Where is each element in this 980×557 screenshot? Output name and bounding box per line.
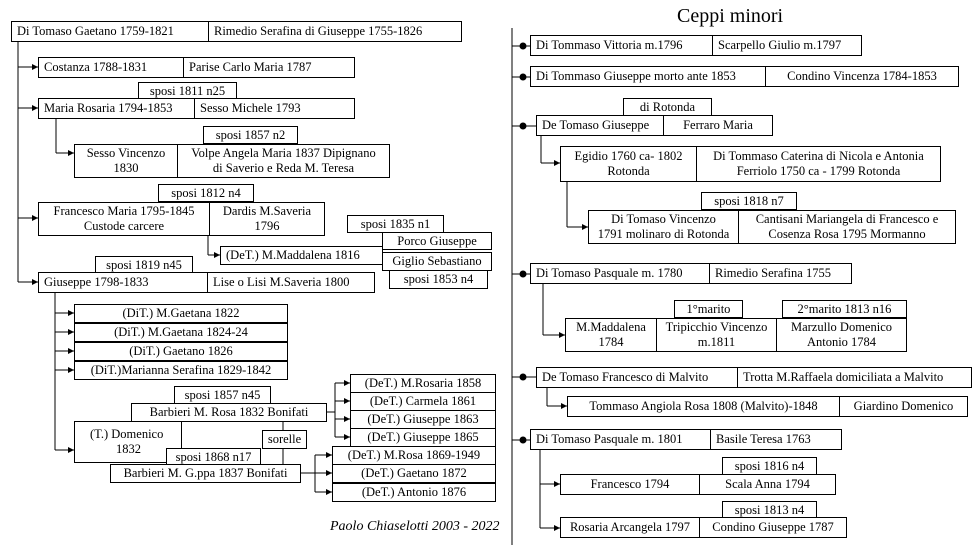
spouse-francesco-maria-year: 1796: [254, 219, 280, 233]
marriage-label-francesco-1794: sposi 1816 n4: [722, 457, 817, 475]
child-domenico-a-3: (DeT.) Giuseppe 1863: [350, 410, 496, 429]
spouse-domenico-2: Barbieri M. G.ppa 1837 Bonifati: [110, 464, 301, 483]
husband-1: [656, 318, 777, 352]
child-domenico-b-3: (DeT.) Antonio 1876: [332, 483, 496, 502]
child-domenico-a-4: (DeT.) Giuseppe 1865: [350, 428, 496, 447]
spouse-giuseppe: Lise o Lisi M.Saveria 1800: [207, 272, 375, 293]
spouse-vincenzo-line2: Cosenza Rosa 1795 Mormanno: [768, 227, 926, 241]
spouse-egidio-line2: Ferriolo 1750 ca - 1799 Rotonda: [736, 164, 901, 178]
husband-1-year: m.1811: [697, 335, 736, 349]
person-vincenzo: [588, 210, 739, 244]
spouse-sesso-vincenzo-line2: di Saverio e Reda M. Teresa: [212, 161, 355, 175]
spouse-pasquale-1780: Rimedio Serafina 1755: [709, 263, 852, 284]
person-maddalena-r-name: M.Maddalena: [576, 320, 646, 334]
child-domenico-b-2: (DeT.) Gaetano 1872: [332, 464, 496, 483]
spouse-costanza: Parise Carlo Maria 1787: [183, 57, 355, 78]
child-giuseppe-3: (DiT.) Gaetano 1826: [74, 342, 288, 361]
marriage-label-vincenzo: sposi 1818 n7: [701, 192, 797, 210]
spouse-maddalena-1: Porco Giuseppe: [382, 232, 492, 250]
person-francesco-1794: Francesco 1794: [560, 474, 700, 495]
spouse-vincenzo-line1: Cantisani Mariangela di Francesco e: [755, 212, 939, 226]
child-domenico-a-1: (DeT.) M.Rosaria 1858: [350, 374, 496, 393]
husband-2-year: Antonio 1784: [806, 335, 877, 349]
spouse-angiola-rosa: Giardino Domenico: [839, 396, 968, 417]
page-title: Ceppi minori: [677, 5, 784, 27]
husband-1-label: 1°marito: [674, 300, 743, 318]
child-giuseppe-4: (DiT.)Marianna Serafina 1829-1842: [74, 361, 288, 380]
spouse-vincenzo: [738, 210, 956, 244]
marriage-label-giuseppe: sposi 1819 n45: [95, 256, 193, 274]
person-giuseppe-r2: Di Tommaso Giuseppe morto ante 1853: [530, 66, 766, 87]
spouse-francesco-malvito: Trotta M.Raffaela domiciliata a Malvito: [737, 367, 972, 388]
origin-label-rotonda: di Rotonda: [623, 98, 712, 116]
child-giuseppe-2: (DiT.) M.Gaetana 1824-24: [74, 323, 288, 342]
marriage-label-sesso-vincenzo: sposi 1857 n2: [203, 126, 298, 144]
person-vincenzo-name: Di Tomaso Vincenzo: [611, 212, 716, 226]
person-domenico-name: (T.) Domenico: [90, 427, 164, 441]
person-domenico-year: 1832: [116, 442, 141, 456]
person-sesso-vincenzo: [74, 144, 178, 178]
person-egidio: [560, 146, 697, 182]
person-francesco-maria-note: Custode carcere: [83, 219, 165, 233]
marriage-label-domenico-2: sposi 1868 n17: [166, 448, 261, 466]
spouse-giuseppe-r2: Condino Vincenza 1784-1853: [765, 66, 959, 87]
spouse-maria-rosaria: Sesso Michele 1793: [194, 98, 355, 119]
person-maddalena-r: [565, 318, 657, 352]
husband-2-label: 2°marito 1813 n16: [782, 300, 907, 318]
child-domenico-a-2: (DeT.) Carmela 1861: [350, 392, 496, 411]
author-credit: Paolo Chiaselotti 2003 - 2022: [330, 519, 500, 534]
person-francesco-maria: [38, 202, 210, 236]
person-giuseppe-r3: De Tomaso Giuseppe: [536, 115, 664, 136]
husband-1-name: Tripicchio Vincenzo: [665, 320, 768, 334]
spouse-sesso-vincenzo: [177, 144, 390, 178]
spouse-francesco-maria: [209, 202, 325, 236]
child-domenico-b-1: (DeT.) M.Rosa 1869-1949: [332, 446, 496, 465]
person-root-wife: Rimedio Serafina di Giuseppe 1755-1826: [208, 21, 462, 42]
person-rosaria-arcangela: Rosaria Arcangela 1797: [560, 517, 700, 538]
spouse-francesco-1794: Scala Anna 1794: [699, 474, 836, 495]
person-maddalena: (DeT.) M.Maddalena 1816: [220, 246, 383, 265]
spouse-sesso-vincenzo-line1: Volpe Angela Maria 1837 Dipignano: [191, 146, 376, 160]
marriage-label-francesco-maria: sposi 1812 n4: [158, 184, 254, 202]
spouse-giuseppe-r3: Ferraro Maria: [663, 115, 773, 136]
person-francesco-maria-name: Francesco Maria 1795-1845: [53, 204, 195, 218]
husband-2: [776, 318, 907, 352]
spouse-egidio-line1: Di Tommaso Caterina di Nicola e Antonia: [713, 149, 924, 163]
person-angiola-rosa: Tommaso Angiola Rosa 1808 (Malvito)-1848: [567, 396, 840, 417]
marriage-label-domenico-1: sposi 1857 n45: [174, 386, 271, 404]
marriage-label-maddalena-2: sposi 1853 n4: [389, 270, 488, 289]
person-francesco-malvito: De Tomaso Francesco di Malvito: [536, 367, 738, 388]
spouse-egidio: [696, 146, 941, 182]
spouse-francesco-maria-name: Dardis M.Saveria: [222, 204, 312, 218]
marriage-label-maria-rosaria: sposi 1811 n25: [138, 82, 237, 100]
spouse-maddalena-2: Giglio Sebastiano: [382, 252, 492, 271]
child-giuseppe-1: (DiT.) M.Gaetana 1822: [74, 304, 288, 323]
person-costanza: Costanza 1788-1831: [38, 57, 184, 78]
marriage-label-rosaria: sposi 1813 n4: [722, 501, 817, 519]
marriage-label-maddalena-1: sposi 1835 n1: [347, 215, 444, 233]
person-giuseppe: Giuseppe 1798-1833: [38, 272, 208, 293]
person-egidio-place: Rotonda: [607, 164, 650, 178]
person-root-husband: Di Tomaso Gaetano 1759-1821: [11, 21, 209, 42]
spouse-rosaria-arcangela: Condino Giuseppe 1787: [699, 517, 847, 538]
person-pasquale-1780: Di Tomaso Pasquale m. 1780: [530, 263, 710, 284]
spouse-domenico-1: Barbieri M. Rosa 1832 Bonifati: [131, 403, 327, 422]
husband-2-name: Marzullo Domenico: [790, 320, 892, 334]
person-sesso-vincenzo-name: Sesso Vincenzo: [86, 146, 166, 160]
spouse-pasquale-1801: Basile Teresa 1763: [710, 429, 842, 450]
person-vincenzo-note: 1791 molinaro di Rotonda: [597, 227, 730, 241]
person-pasquale-1801: Di Tomaso Pasquale m. 1801: [530, 429, 711, 450]
person-maddalena-r-year: 1784: [598, 335, 624, 349]
person-maria-rosaria: Maria Rosaria 1794-1853: [38, 98, 195, 119]
spouse-vittoria: Scarpello Giulio m.1797: [712, 35, 862, 56]
person-sesso-vincenzo-year: 1830: [113, 161, 139, 175]
person-egidio-name: Egidio 1760 ca- 1802: [574, 149, 683, 163]
person-vittoria: Di Tommaso Vittoria m.1796: [530, 35, 713, 56]
sorelle-label: sorelle: [262, 430, 307, 449]
